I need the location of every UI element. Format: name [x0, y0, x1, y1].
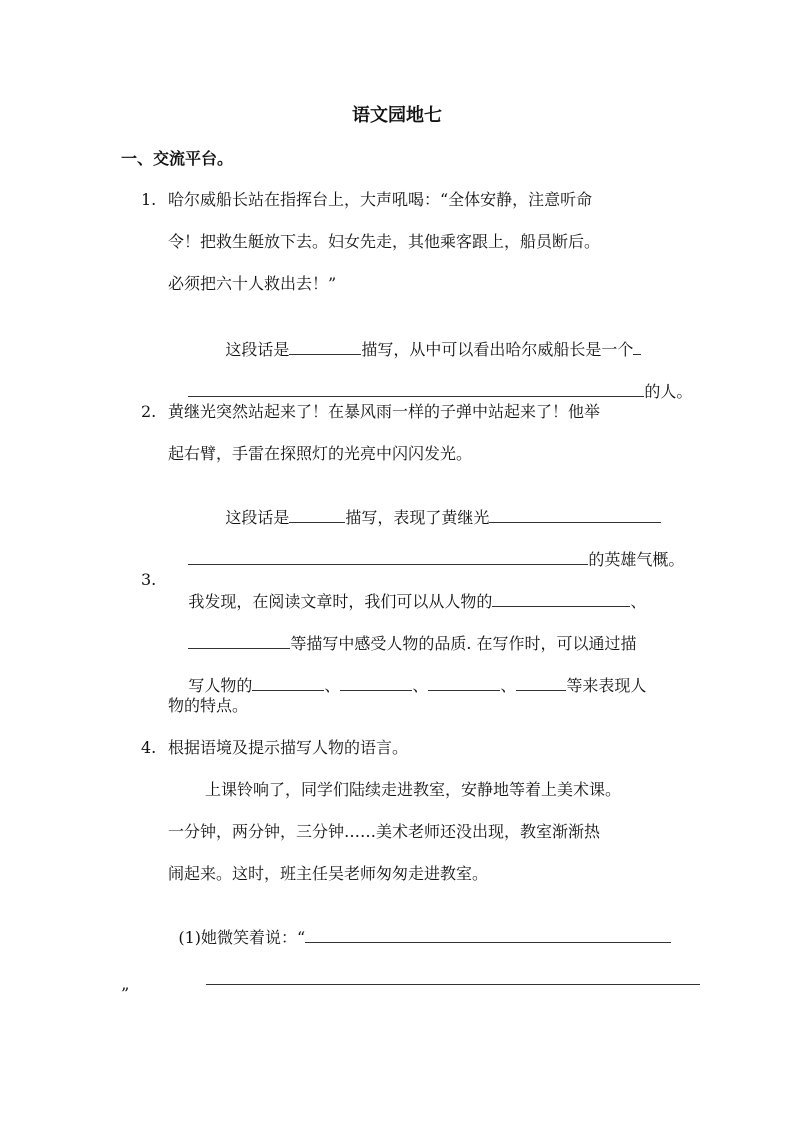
- q2-prompt-b: 描写，表现了黄继光: [345, 508, 490, 527]
- q1-passage-line-3: 必须把六十人救出去！”: [168, 274, 337, 293]
- q1-blank-1[interactable]: [289, 338, 361, 355]
- q3-text-a: 我发现，在阅读文章时，我们可以从人物的: [188, 592, 493, 611]
- q3-blank-5[interactable]: [428, 674, 500, 691]
- q3-blank-3[interactable]: [252, 674, 324, 691]
- q4-passage-line-3: 闹起来。这时，班主任吴老师匆匆走进教室。: [168, 864, 489, 883]
- section-heading: 一、交流平台。: [121, 149, 234, 168]
- q3-blank-1[interactable]: [492, 590, 630, 607]
- q3-blank-4[interactable]: [340, 674, 412, 691]
- q1-prompt-a: 这段话是: [225, 340, 290, 359]
- q3-blank-6[interactable]: [516, 674, 566, 691]
- q4-sub1-closing-quote: ”: [121, 984, 130, 1003]
- q3-line-4: 物的特点。: [168, 696, 249, 715]
- q4-sub1-blank-cont[interactable]: [206, 968, 700, 985]
- q4-instruction: 根据语境及提示描写人物的语言。: [168, 738, 409, 757]
- q1-prompt-c: 的人。: [644, 382, 693, 401]
- q1-blank-2[interactable]: [633, 338, 641, 355]
- q4-sub1-prompt: (1)她微笑着说：“: [178, 928, 306, 947]
- q2-blank-2[interactable]: [489, 506, 661, 523]
- q1-passage-line-2: 令！把救生艇放下去。妇女先走，其他乘客跟上，船员断后。: [168, 232, 601, 251]
- q2-blank-1[interactable]: [289, 506, 345, 523]
- q2-passage-line-1: 黄继光突然站起来了！在暴风雨一样的子弹中站起来了！他举: [168, 402, 601, 421]
- q3-text-b: 、: [630, 592, 647, 611]
- q4-passage-line-2: 一分钟，两分钟，三分钟……美术老师还没出现，教室渐渐热: [168, 822, 601, 841]
- q2-passage-line-2: 起右臂，手雷在探照灯的光亮中闪闪发光。: [168, 444, 473, 463]
- q4-sub1-line-2: [186, 948, 700, 1010]
- q3-text-g: 、: [500, 676, 517, 695]
- q3-text-h: 等来表现人: [566, 676, 647, 695]
- q4-passage-line-1: 上课铃响了，同学们陆续走进教室，安静地等着上美术课。: [205, 780, 622, 799]
- q1-number: 1.: [141, 190, 157, 209]
- q2-number: 2.: [141, 402, 157, 421]
- q3-text-e: 、: [324, 676, 341, 695]
- q2-prompt-a: 这段话是: [225, 508, 290, 527]
- q4-sub1-blank[interactable]: [305, 926, 671, 943]
- q1-blank-2-cont[interactable]: [188, 380, 644, 397]
- q1-passage-line-1: 哈尔威船长站在指挥台上，大声吼喝：“全体安静，注意听命: [168, 190, 593, 209]
- q3-text-d: 写人物的: [188, 676, 253, 695]
- q1-prompt-b: 描写，从中可以看出哈尔威船长是一个: [361, 340, 634, 359]
- q3-text-f: 、: [412, 676, 429, 695]
- q3-blank-2[interactable]: [188, 632, 290, 649]
- q2-prompt-c: 的英雄气概。: [588, 550, 685, 569]
- q3-text-c: 等描写中感受人物的品质. 在写作时，可以通过描: [290, 634, 637, 653]
- q3-number: 3.: [141, 570, 157, 589]
- page-title: 语文园地七: [352, 105, 442, 126]
- q2-blank-2-cont[interactable]: [188, 548, 588, 565]
- q4-number: 4.: [141, 738, 157, 757]
